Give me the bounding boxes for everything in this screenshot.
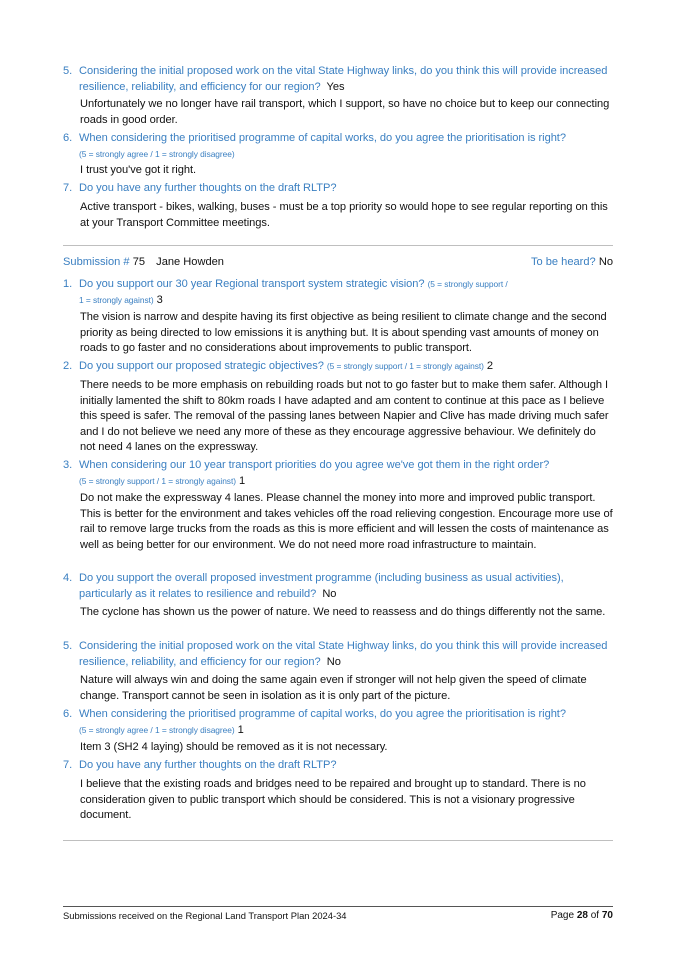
question-text: When considering the prioritised programme of capital works, do you agree the prioritisation is right? (79, 708, 566, 720)
page-footer (63, 910, 613, 922)
rating-scale: (5 = strongly agree / 1 = strongly disagree) (79, 148, 235, 159)
prev-response-7: Active transport - bikes, walking, buses - must be a top priority so would hope to see regular reporting on this at your Transport Committee meetings. (80, 201, 608, 229)
response-3: Do not make the expressway 4 lanes. Please channel the money into more and improved public transport. This is better for the environment and takes vehicles off the road relieving congestion. Encourage more use of rail to remove large trucks from the roads as this is more efficient and will lessen the costs of maintenance as well as being better for our environment. We do not need more road infrastructure to maintain. (80, 492, 613, 551)
question-text: Considering the initial proposed work on the vital State Highway links, do you think this will provide increased resilience, reliability, and efficiency for our region? (79, 640, 608, 668)
submission-header (63, 255, 613, 271)
response-6: Item 3 (SH2 4 laying) should be removed as it is not necessary. (80, 741, 388, 753)
prev-response-5: Unfortunately we no longer have rail transport, which I support, so have no choice but to keep our connecting roads in good order. (80, 98, 610, 126)
submission-label: Submission # (63, 256, 130, 268)
answer: Yes (326, 80, 345, 93)
page-number: Page 28 of 70 (550, 910, 613, 921)
answer: No (326, 655, 341, 668)
footer-title: Submissions received on the Regional Land Transport Plan 2024-34 (63, 910, 347, 921)
answer: 3 (156, 293, 163, 306)
question-7: 7. Do you have any further thoughts on the draft RLTP? (63, 758, 613, 774)
prev-question-6: 6. When considering the prioritised programme of capital works, do you agree the prioritisation is right? (5 = strongly agree / 1 = strongly disagree) (63, 132, 566, 159)
question-3: 3. When considering our 10 year transport priorities do you agree we've got them in the right order? (5 = strongly support / 1 = strongly against) 1 (63, 459, 550, 487)
prev-question-5: 5. Considering the initial proposed work on the vital State Highway links, do you think this will provide increased resilience, reliability, and efficiency for our region? Yes (63, 65, 608, 93)
rating-scale: (5 = strongly agree / 1 = strongly disagree) (79, 724, 235, 735)
response-2: There needs to be more emphasis on rebuilding roads but not to go faster but to make them safer. Although I initially lamented the shift to 80km roads I have adapted and am content to continue at this pace as I believe this speed is safer. The removal of the passing lanes between Napier and Clive has made driving much safer and I do not believe we need any more of these as they encourage aggressive behaviour. We definitely do not need 4 lanes on the expressway. (80, 379, 609, 453)
divider (63, 245, 613, 246)
rating-scale: (5 = strongly support / 1 = strongly against) (79, 475, 236, 486)
to-be-heard: To be heard? No (530, 256, 613, 268)
question-text: Do you support our proposed strategic objectives? (79, 360, 324, 372)
question-text: Do you support our 30 year Regional transport system strategic vision? (79, 278, 425, 290)
answer: 2 (486, 360, 494, 372)
submitter-name: Jane Howden (156, 256, 224, 268)
response-4: The cyclone has shown us the power of nature. We need to reassess and do things differently not the same. (80, 606, 606, 618)
answer: No (322, 587, 337, 600)
prev-response-6: I trust you've got it right. (80, 164, 197, 176)
answer: 1 (239, 474, 246, 487)
question-6: 6. When considering the prioritised programme of capital works, do you agree the prioritisation is right? (5 = strongly agree / 1 = strongly disagree) 1 (63, 708, 566, 736)
question-text: Do you support the overall proposed investment programme (including business as usual activities), particularly as it relates to resilience and rebuild? (79, 572, 564, 600)
rating-scale: (5 = strongly support / (427, 279, 508, 289)
submission-number: 75 (132, 256, 146, 268)
response-1: The vision is narrow and despite having its first objective as being resilient to climate change and the second priority as being directed to low emissions it is anything but. It is about spending vast amounts of money on roads to go faster and no considerations about improvements to public transport. (80, 311, 607, 354)
question-2: 2. Do you support our proposed strategic objectives? (5 = strongly support / 1 = strongly against) 2 (63, 360, 494, 372)
response-7: I believe that the existing roads and bridges need to be repaired and brought up to standard. There is no consideration given to public transport which should be considered. This is not a visionary progressive document. (80, 778, 586, 821)
question-5: 5. Considering the initial proposed work on the vital State Highway links, do you think this will provide increased resilience, reliability, and efficiency for our region? No (63, 640, 608, 668)
response-5: Nature will always win and doing the same again even if stronger will not help given the speed of climate change. Transport cannot be seen in isolation as it is only part of the picture. (80, 674, 587, 702)
question-text: When considering the prioritised programme of capital works, do you agree the prioritisation is right? (79, 132, 566, 144)
question-4: 4. Do you support the overall proposed investment programme (including business as usual activities), particularly as it relates to resilience and rebuild? No (63, 572, 564, 600)
prev-question-7: 7. Do you have any further thoughts on the draft RLTP? (63, 181, 613, 197)
to-be-heard-value: No (598, 256, 613, 268)
answer: 1 (237, 723, 244, 736)
question-text: Considering the initial proposed work on the vital State Highway links, do you think this will provide increased resilience, reliability, and efficiency for our region? (79, 65, 608, 93)
rating-scale-cont: 1 = strongly against) (79, 294, 154, 305)
divider (63, 840, 613, 841)
question-text: Do you have any further thoughts on the draft RLTP? (79, 759, 337, 771)
footer-divider (63, 906, 613, 907)
question-text: Do you have any further thoughts on the draft RLTP? (79, 182, 337, 194)
rating-scale: (5 = strongly support / 1 = strongly against) (326, 361, 484, 371)
question-text: When considering our 10 year transport priorities do you agree we've got them in the right order? (79, 459, 550, 471)
question-1: 1. Do you support our 30 year Regional transport system strategic vision? (5 = strongly support / 1 = strongly against) 3 (63, 278, 508, 306)
